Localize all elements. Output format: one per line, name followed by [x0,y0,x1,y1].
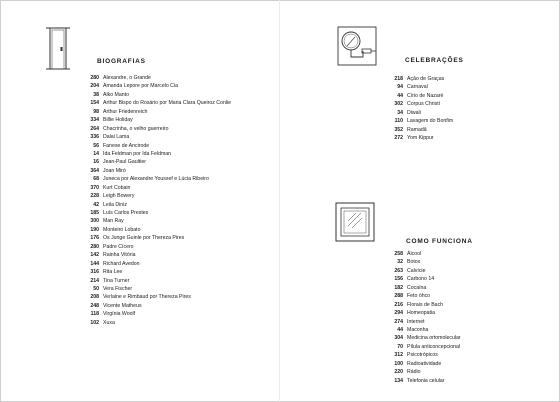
index-entry [85,116,231,124]
entry-title: Homeopatia [407,310,435,317]
entry-title: Xuxa [103,319,115,326]
page-number: 220 [394,369,403,376]
entry-title: Verlaine e Rimbaud por Thereza Pires [103,294,191,301]
entry-title: Feto óhco [407,293,431,300]
index-entry [389,275,461,283]
entry-title: Jean-Paul Gaultier [103,159,146,166]
page-number: 214 [90,277,99,284]
entry-title: Corpus Christi [407,101,440,108]
entry-title: Luís Carlos Prestes [103,210,149,216]
index-entry [85,293,231,301]
index-entry [85,243,231,251]
page-number: 302 [394,101,403,108]
entry-title: Maconha [407,326,429,333]
page-number: 264 [90,125,99,132]
entry-title: Richard Avedon [103,260,140,267]
entry-title: Arthur Bispo do Rosário por Maria Clara Queiroz Conlie [103,100,232,107]
section-title-celebracoes: CELEBRAÇÕES [405,57,464,64]
page-number: 185 [90,210,99,216]
index-entry [389,334,461,342]
index-entry [85,217,231,225]
index-entry [85,209,231,217]
spread-gutter [279,0,280,402]
page-number: 134 [394,377,403,384]
page-number: 156 [394,276,403,283]
entry-title: Virgínia Woolf [103,311,136,318]
index-entry [85,285,231,293]
entry-title: Carnaval [407,84,428,91]
page-number: 16 [93,159,99,166]
entry-title: Medicina ortomolecular [407,335,461,342]
section-title-como-funciona: COMO FUNCIONA [406,238,473,245]
window-icon [334,201,376,248]
entry-title: Vera Fischer [103,285,133,292]
section-title-biografias: BIOGRAFIAS [97,58,146,65]
page-number: 68 [93,176,99,183]
entry-title: Calvície [407,267,426,274]
index-entry [85,158,231,166]
page-number: 334 [90,117,99,124]
entry-title: Chacrinha, o velho guerreiro [103,125,169,132]
index-entry [85,310,231,318]
entry-title: Billie Holiday [103,117,133,124]
entry-title: Dalai Lama [103,134,130,141]
index-entry [85,167,231,175]
page-number: 370 [90,184,99,191]
index-entry [389,318,461,326]
page-number: 144 [90,260,99,267]
index-entry [389,250,461,258]
index-entry [389,377,461,385]
entry-title: Ida Feldman por Ida Feldman [103,150,172,157]
index-entry [85,108,231,116]
page-number: 248 [90,302,99,309]
entry-title: Tina Turner [103,277,130,284]
page-number: 190 [90,226,99,233]
entry-title: Rita Lee [103,269,123,276]
page-number: 98 [93,108,99,115]
entry-title: Alexandre, o Grande [103,75,151,81]
index-entry [85,150,231,158]
index-entry [85,184,231,192]
entry-title: Círio de Nazaré [407,92,444,99]
page-number: 280 [90,243,99,250]
index-entry [389,83,453,91]
page-number: 70 [397,343,403,350]
page-number: 364 [90,167,99,174]
index-entry [85,133,231,141]
entry-title: Kurt Cobain [103,184,131,191]
page-number: 218 [394,76,403,82]
index-entry [389,258,461,266]
entry-title: Telefonia celular [407,377,445,384]
entry-title: Vicente Matheus [103,302,142,309]
page-number: 216 [394,301,403,308]
index-entry [389,134,453,142]
entry-title: Leila Diniz [103,201,127,208]
page-number: 50 [93,285,99,292]
index-entry [389,284,461,292]
page-number: 228 [90,193,99,200]
entry-title: Man Ray [103,218,124,225]
page-number: 34 [397,109,403,116]
page-number: 258 [394,251,403,257]
entry-title: Ação de Graças [407,76,445,82]
page-number: 142 [90,252,99,259]
index-entry [85,82,231,90]
index-entry [85,277,231,285]
page-number: 304 [394,335,403,342]
mirror-icon [335,24,379,75]
door-icon [46,25,70,75]
index-entry [389,126,453,134]
page-number: 102 [90,319,99,326]
entry-title: Ramadã [407,126,427,133]
entry-title: Os Junge Guinle por Thereza Pires [103,235,185,242]
entry-title: Florais de Bach [407,301,444,308]
page-number: 280 [90,75,99,81]
index-entry [389,309,461,317]
entry-title: Psicotrópicos [407,352,438,359]
page-number: 182 [394,284,403,291]
entry-title: Lavagem do Bonfim [407,118,454,125]
index-entry [85,125,231,133]
index-entry [85,319,231,327]
index-entry [389,368,461,376]
page-number: 316 [90,269,99,276]
page-number: 14 [93,150,99,157]
entry-title: Álcool [407,251,422,257]
entry-title: Juneca por Alexandre Youssef e Lúcia Ribeiro [103,176,209,183]
index-entry [389,301,461,309]
page-number: 288 [394,293,403,300]
page-number: 154 [90,100,99,107]
page-number: 32 [397,259,403,266]
index-entry [389,326,461,334]
page-number: 336 [90,134,99,141]
index-entry [389,343,461,351]
index-entry [85,260,231,268]
entry-title: Rainha Vitória [103,252,136,259]
page-number: 44 [397,326,403,333]
entry-title: Amanda Lepore por Marcelo Cia [103,83,178,90]
page-number: 263 [394,267,403,274]
page-number: 44 [397,92,403,99]
index-entry [85,234,231,242]
index-entry [85,226,231,234]
entry-title: Rádio [407,369,421,376]
page-number: 118 [90,311,99,318]
page-number: 42 [93,201,99,208]
index-entry [85,175,231,183]
page-number: 294 [394,310,403,317]
page-number: 94 [397,84,403,91]
page-number: 100 [394,360,403,367]
celebracoes-list [389,75,453,143]
index-entry [389,117,453,125]
entry-title: Arthur Friedenreich [103,108,148,115]
entry-title: Leigh Bowery [103,193,135,200]
index-entry [85,201,231,209]
index-entry [389,100,453,108]
entry-title: Pílula anticoncepcional [407,343,461,350]
page-number: 274 [394,318,403,325]
biografias-list [85,74,231,327]
page-number: 204 [90,83,99,90]
entry-title: Monteiro Lobato [103,226,141,233]
index-entry [85,268,231,276]
entry-title: Yom Kippur [407,135,434,142]
index-entry [389,75,453,83]
entry-title: Cocaína [407,284,427,291]
index-entry [85,74,231,82]
entry-title: Carbono 14 [407,276,435,283]
page-number: 208 [90,294,99,301]
page-number: 352 [394,126,403,133]
entry-title: Internet [407,318,425,325]
entry-title: Padre Cícero [103,243,134,250]
index-entry [85,251,231,259]
page-number: 56 [93,142,99,149]
page-number: 300 [90,218,99,225]
entry-title: Joan Miró [103,167,126,174]
index-entry [85,142,231,150]
como-funciona-list [389,250,461,385]
entry-title: Fanese de Ancirode [103,142,150,149]
entry-title: Diwali [407,109,421,116]
page-number: 38 [93,91,99,98]
entry-title: Botox [407,259,421,266]
page-number: 110 [394,118,403,125]
index-entry [85,192,231,200]
index-entry [389,92,453,100]
index-entry [389,292,461,300]
index-entry [85,99,231,107]
index-entry [389,267,461,275]
page-number: 272 [394,135,403,142]
index-entry [389,360,461,368]
page-number: 176 [90,235,99,242]
index-entry [389,109,453,117]
entry-title: Radioatividade [407,360,442,367]
page-number: 312 [394,352,403,359]
index-entry [85,302,231,310]
index-entry [85,91,231,99]
index-entry [389,351,461,359]
entry-title: Alko Manto [103,91,129,98]
